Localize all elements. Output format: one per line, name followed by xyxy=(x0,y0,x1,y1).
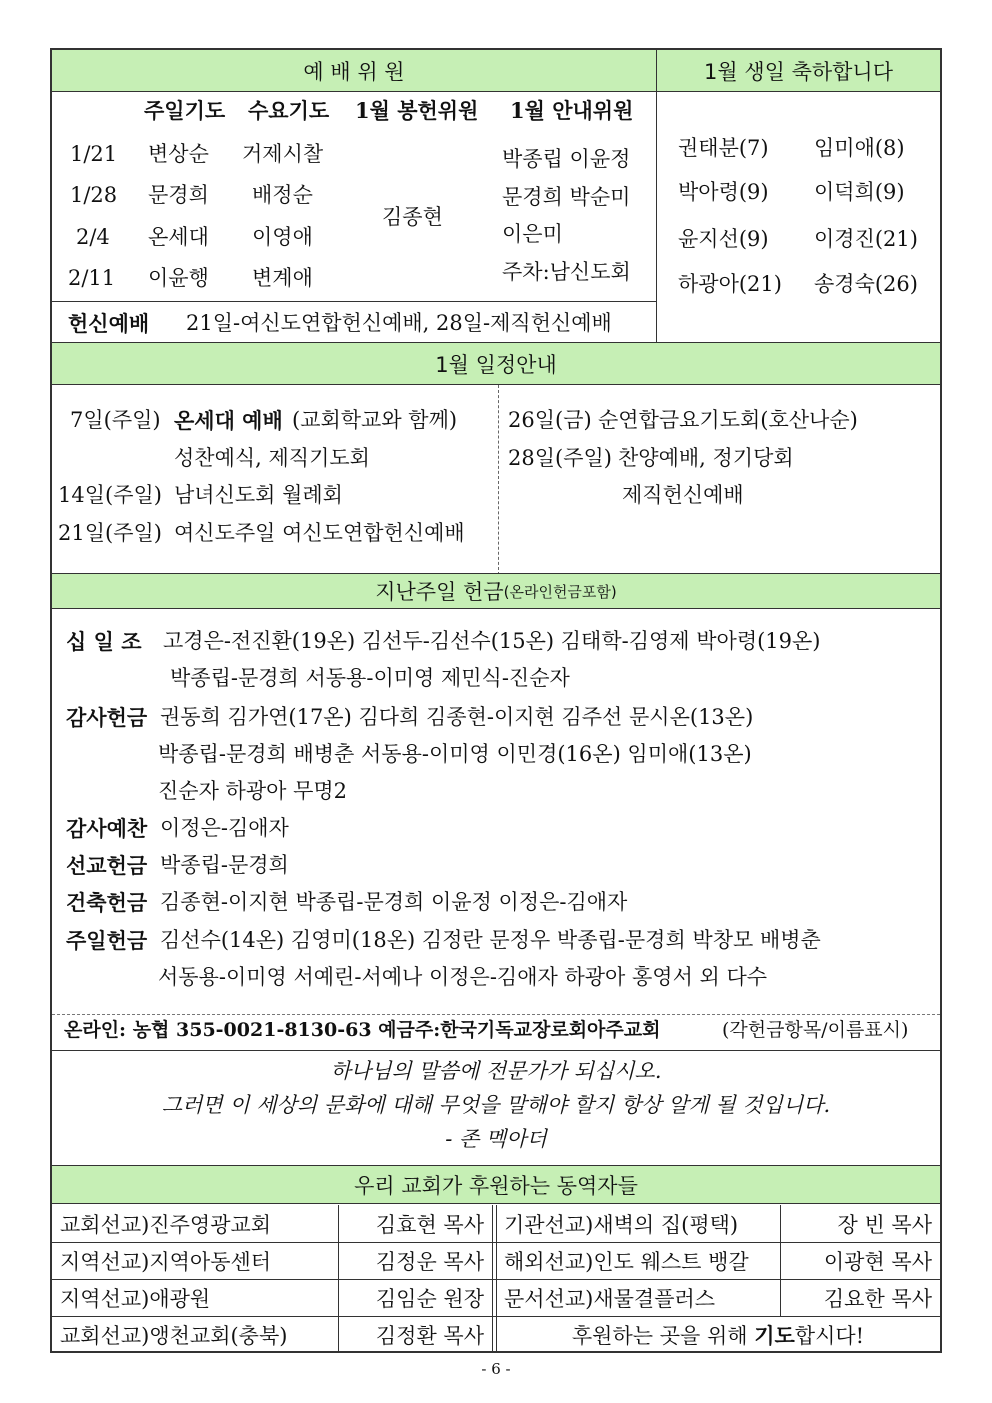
offering-line: 박종립-문경희 xyxy=(160,853,289,877)
support-org: 기관선교)새벽의 집(평택) xyxy=(504,1212,739,1237)
schedule-day: 26일(금) xyxy=(508,408,592,432)
support-header: 우리 교회가 후원하는 동역자들 xyxy=(52,1166,940,1204)
guide-member: 주차:남신도회 xyxy=(502,260,631,284)
support-org: 문서선교)새물결플러스 xyxy=(504,1286,716,1311)
schedule-day: 14일(주일) xyxy=(58,483,162,507)
support-org: 지역선교)지역아동센터 xyxy=(60,1249,272,1274)
online-account: 온라인: 농협 355-0021-8130-63 예금주:한국기독교장로회아주교회 xyxy=(64,1019,661,1041)
worship-header: 예 배 위 원 xyxy=(52,50,656,92)
col-wednesday-prayer: 수요기도 xyxy=(248,98,330,123)
guide-member: 박종립 이윤정 xyxy=(502,147,631,171)
prayer-text-end: 합시다! xyxy=(794,1323,865,1348)
support-prayer xyxy=(496,1316,940,1353)
birthday-name: 윤지선(9) xyxy=(678,227,769,251)
offering-line: 서동용-이미영 서예린-서예나 이정은-김애자 하광아 홍영서 외 다수 xyxy=(158,965,768,989)
schedule-header: 1월 일정안내 xyxy=(52,343,940,385)
quote-line: 하나님의 말씀에 전문가가 되십시오. xyxy=(330,1059,662,1083)
support-pastor: 김정환 목사 xyxy=(375,1323,484,1348)
worship-date: 1/21 xyxy=(70,142,118,166)
col-guide-committee: 1월 안내위원 xyxy=(510,98,634,123)
support-org: 지역선교)애광원 xyxy=(60,1286,211,1311)
schedule-event: 남녀신도회 월례회 xyxy=(174,483,343,507)
prayer-text: 후원하는 곳을 위해 xyxy=(571,1323,755,1348)
worship-date: 1/28 xyxy=(70,183,118,207)
col-sunday-prayer: 주일기도 xyxy=(144,98,226,123)
offering-line: 이정은-김애자 xyxy=(160,816,289,840)
offering-line: 권동희 김가연(17온) 김다희 김종현-이지현 김주선 문시온(13온) xyxy=(160,705,754,729)
bulletin-frame xyxy=(50,48,942,1353)
guide-member: 문경희 박순미 xyxy=(502,185,631,209)
birthday-name: 송경숙(26) xyxy=(814,272,918,296)
worship-date: 2/4 xyxy=(76,225,110,249)
guide-member: 이은미 xyxy=(502,222,563,246)
support-pastor: 장 빈 목사 xyxy=(837,1212,932,1237)
worship-wed: 배정순 xyxy=(252,183,313,207)
birthday-name: 하광아(21) xyxy=(678,272,782,296)
offering-line: 진순자 하광아 무명2 xyxy=(158,779,347,803)
offering-label: 감사예찬 xyxy=(66,816,148,841)
offering-header-note: (온라인헌금포함) xyxy=(503,582,617,601)
support-pastor: 김요한 목사 xyxy=(823,1286,932,1311)
worship-sunday: 문경희 xyxy=(148,183,209,207)
offering-label: 선교헌금 xyxy=(66,853,148,878)
offering-header xyxy=(52,574,940,609)
schedule-day: 28일(주일) xyxy=(508,446,612,470)
birthday-name: 이경진(21) xyxy=(814,227,918,251)
schedule-event: 찬양예배, 정기당회 xyxy=(618,446,794,470)
dedication-text: 21일-여신도연합헌신예배, 28일-제직헌신예배 xyxy=(186,311,612,335)
birthday-name: 권태분(7) xyxy=(678,136,769,160)
worship-sunday: 이윤행 xyxy=(148,266,209,290)
birthday-header: 1월 생일 축하합니다 xyxy=(656,50,940,92)
offering-header-title: 지난주일 헌금 xyxy=(375,580,504,604)
offering-line: 김선수(14온) 김영미(18온) 김정란 문정우 박종립-문경희 박창모 배병춘 xyxy=(160,928,821,952)
worship-wed: 거제시찰 xyxy=(242,142,324,166)
schedule-event: 제직헌신예배 xyxy=(622,483,744,507)
worship-sunday: 변상순 xyxy=(148,142,209,166)
page-number: - 6 - xyxy=(481,1360,511,1378)
support-org: 교회선교)앵천교회(충북) xyxy=(60,1323,288,1348)
col-offering-committee: 1월 봉헌위원 xyxy=(355,98,479,123)
offering-line: 박종립-문경희 서동용-이미영 제민식-진순자 xyxy=(170,666,570,690)
schedule-day: 7일(주일) xyxy=(70,408,161,432)
birthday-name: 박아령(9) xyxy=(678,180,769,204)
support-pastor: 김효현 목사 xyxy=(375,1212,484,1237)
worship-date: 2/11 xyxy=(68,266,116,290)
schedule-event: 순연합금요기도회(호산나순) xyxy=(598,408,858,432)
prayer-bold: 기도 xyxy=(754,1322,795,1348)
schedule-event: 성찬예식, 제직기도회 xyxy=(174,446,370,470)
offering-line: 김종현-이지현 박종립-문경희 이윤정 이정은-김애자 xyxy=(160,890,628,914)
offering-label: 주일헌금 xyxy=(66,928,148,953)
schedule-event: (교회학교와 함께) xyxy=(292,408,458,432)
offering-label: 십 일 조 xyxy=(66,629,142,654)
schedule-event-bold: 온세대 예배 xyxy=(174,408,283,433)
offering-member: 김종현 xyxy=(382,205,443,229)
birthday-name: 임미애(8) xyxy=(814,136,905,160)
worship-sunday: 온세대 xyxy=(148,225,209,249)
dedication-label: 헌신예배 xyxy=(68,311,150,336)
worship-wed: 변계애 xyxy=(252,266,313,290)
support-pastor: 이광현 목사 xyxy=(823,1249,932,1274)
support-pastor: 김정운 목사 xyxy=(375,1249,484,1274)
quote-author: - 존 멕아더 xyxy=(445,1127,547,1151)
offering-label: 감사헌금 xyxy=(66,705,148,730)
schedule-event: 여신도주일 여신도연합헌신예배 xyxy=(174,521,465,545)
offering-line: 고경은-전진환(19온) 김선두-김선수(15온) 김태학-김영제 박아령(19온) xyxy=(163,629,821,653)
online-note: (각헌금항목/이름표시) xyxy=(722,1019,909,1041)
schedule-day: 21일(주일) xyxy=(58,521,162,545)
support-pastor: 김임순 원장 xyxy=(375,1286,484,1311)
quote-line: 그러면 이 세상의 문화에 대해 무엇을 말해야 할지 항상 알게 될 것입니다. xyxy=(161,1093,831,1117)
support-org: 해외선교)인도 웨스트 뱅갈 xyxy=(504,1249,749,1274)
worship-wed: 이영애 xyxy=(252,225,313,249)
offering-line: 박종립-문경희 배병춘 서동용-이미영 이민경(16온) 임미애(13온) xyxy=(158,742,752,766)
birthday-name: 이덕희(9) xyxy=(814,180,905,204)
support-org: 교회선교)진주영광교회 xyxy=(60,1212,272,1237)
offering-label: 건축헌금 xyxy=(66,890,148,915)
